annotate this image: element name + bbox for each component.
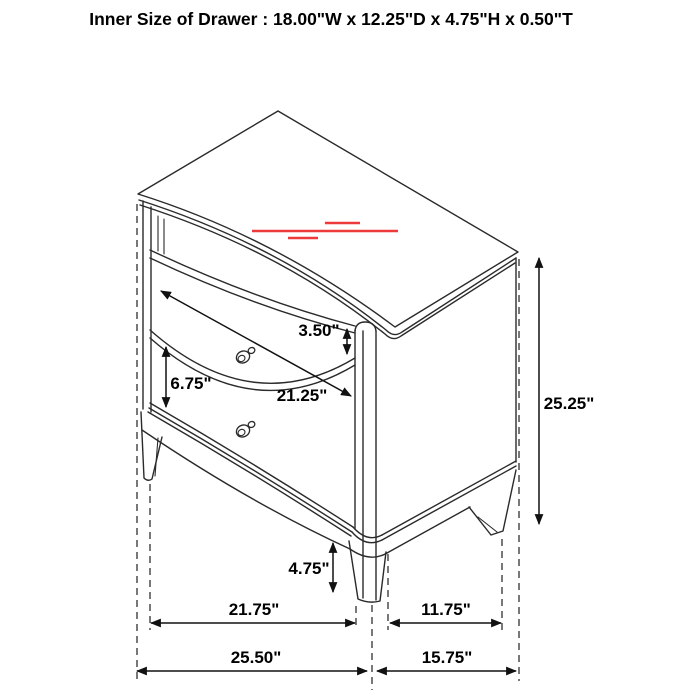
- dim-label: 11.75": [421, 600, 471, 619]
- drawer-1-knob: [234, 346, 256, 365]
- base-corner-wrap-3: [350, 549, 387, 557]
- corner-post-cap: [355, 322, 376, 331]
- front-corner-leg: [349, 541, 386, 602]
- dim-label: 21.25": [276, 386, 328, 405]
- dim-overall-height: [539, 258, 594, 524]
- dim-label: 25.25": [543, 394, 595, 413]
- dim-label: 6.75": [170, 374, 212, 393]
- dim-overall-width: [137, 648, 367, 671]
- dim-label: 25.50": [230, 648, 282, 667]
- side-panel-bottom-edge-1: [382, 461, 516, 535]
- top-outline: [138, 111, 518, 327]
- base-corner-wrap-1: [353, 527, 382, 538]
- dim-top-drawer-height: [298, 321, 347, 354]
- drawer-2-knob: [234, 420, 256, 439]
- dim-leg-height: [288, 543, 333, 592]
- dim-overall-depth: [377, 648, 516, 671]
- page-title: Inner Size of Drawer : 18.00"W x 12.25"D x 4.75"H x 0.50"T: [89, 9, 573, 29]
- drawer-2: [150, 403, 353, 527]
- dim-front-width-between-legs: [151, 600, 355, 623]
- dim-label: 15.75": [421, 648, 473, 667]
- dim-label: 21.75": [228, 600, 280, 619]
- front-left-leg: [141, 412, 162, 480]
- top-surface: [138, 111, 518, 339]
- base-rail-bottom-edge: [142, 430, 350, 549]
- dim-label: 3.50": [298, 321, 340, 340]
- dimensions: [137, 258, 594, 671]
- dim-label: 4.75": [288, 559, 330, 578]
- side-panel-bottom-edge-2: [382, 466, 516, 540]
- dim-side-depth-between-legs: [390, 600, 501, 623]
